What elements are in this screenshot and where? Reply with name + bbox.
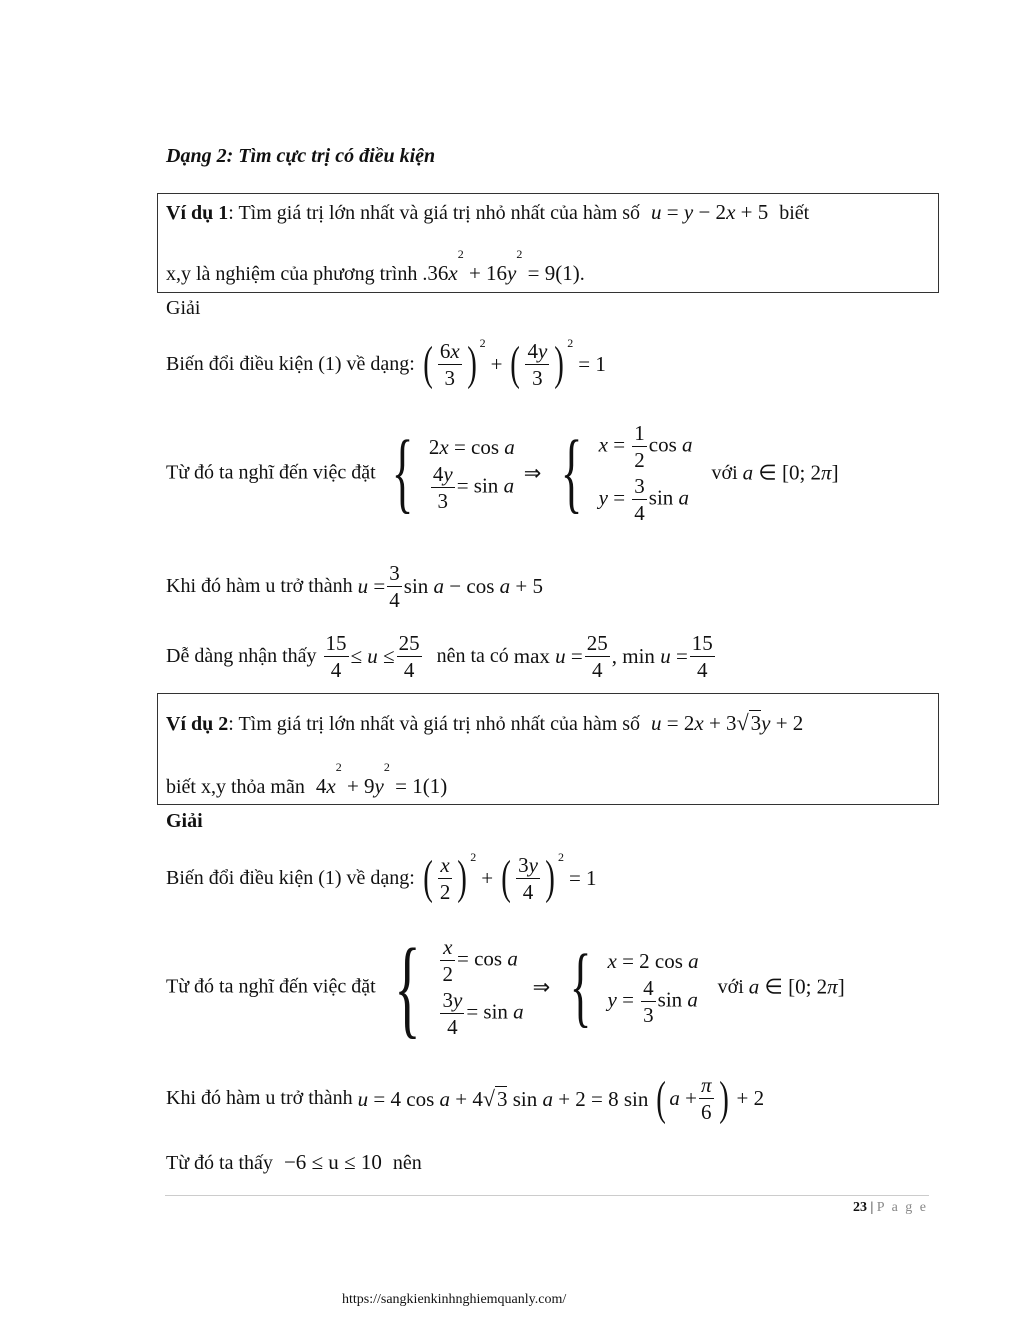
example-1-line-1: Ví dụ 1: Tìm giá trị lớn nhất và giá trị nhỏ nhất của hàm số u = y − 2x + 5 biết [166, 200, 810, 224]
example-2-line2-text: biết x,y thỏa mãn [166, 776, 305, 798]
section-heading: Dạng 2: Tìm cực trị có điều kiện [166, 145, 436, 167]
solution-1-step-3: Khi đó hàm u trở thành u = $\frac{3}{4}$ sin a − cos a + 5 [166, 561, 543, 612]
with-text-2: với [717, 975, 744, 998]
step-1b-text: Biến đổi điều kiện (1) về dạng: [166, 866, 415, 889]
page-number [853, 1200, 928, 1216]
step-4b-text: Từ đó ta thấy [166, 1152, 273, 1174]
step-3b-text: Khi đó hàm u trở thành [166, 1087, 353, 1109]
solution-2-step-2: Từ đó ta nghĩ đến việc đặt { $\frac{x}{2}$ = cos a $\frac{3y}{4}$ = sin a ⇒ { x = 2 cos a y = $\frac{4}{3}$ sin a với a ∈ [0; 2π] [166, 926, 845, 1048]
end-text: nên [392, 1152, 422, 1174]
with-text-1: với [711, 461, 738, 484]
example-1-line-2: x,y là nghiệm của phương trình $.36x^2 + 16y^2 = 9(1)$. [166, 247, 585, 285]
step-1-text: Biến đổi điều kiện (1) về dạng: [166, 352, 415, 375]
inequality: −6 ≤ u ≤ 10 [283, 1150, 382, 1174]
solution-1-step-4: Dễ dàng nhận thấy $\frac{15}{4}$ ≤ u ≤ $\frac{25}{4}$ nên ta có max u = $\frac{25}{4}$ , min u = $\frac{15}{4}$ [166, 631, 713, 682]
solution-1-step-1: Biến đổi điều kiện (1) về dạng: ( $\frac{6x}{3}$ ) $^2$ + ( $\frac{4y}{3}$ ) $^2$ = 1 [166, 336, 606, 391]
page-num: 23 [852, 1200, 867, 1215]
example-2-text: : Tìm giá trị lớn nhất và giá trị nhỏ nhất của hàm số [228, 713, 641, 735]
solution-2-step-3: Khi đó hàm u trở thành u = 4 cos a + 4√3 sin a + 2 = 8 sin ( a + $\frac{\pi}{6}$ ) + 2 [166, 1071, 765, 1125]
example-1-label: Ví dụ 1 [166, 202, 229, 224]
solution-2-title: Giải [166, 810, 203, 832]
step-4-text: Dễ dàng nhận thấy [166, 645, 317, 667]
example-1-after: biết [779, 202, 810, 224]
example-2-label: Ví dụ 2 [166, 713, 229, 735]
source-url[interactable]: https://sangkienkinhnghiemquanly.com/ [342, 1292, 567, 1307]
page-word: P a g e [876, 1200, 928, 1215]
solution-2-step-1: Biến đổi điều kiện (1) về dạng: ( $\frac{x}{2}$ ) $^2$ + ( $\frac{3y}{4}$ ) $^2$ = 1 [166, 850, 597, 905]
step-3-text: Khi đó hàm u trở thành [166, 575, 353, 597]
solution-1-title: Giải [166, 297, 201, 319]
solution-1-step-2: Từ đó ta nghĩ đến việc đặt { 2x = cos a $\frac{4y}{3}$ = sin a ⇒ { x = $\frac{1}{2}$ cos a y = $\frac{3}{4}$ sin a với a ∈ [0; 2π] [166, 421, 839, 525]
solution-2-step-4 [166, 1150, 422, 1175]
step-2b-text: Từ đó ta nghĩ đến việc đặt [166, 975, 376, 998]
conclude-text: nên ta có [436, 645, 509, 667]
example-1-end: . [579, 263, 585, 285]
example-1-line2-text: x,y là nghiệm của phương trình . [166, 263, 428, 285]
example-2-line-1: Ví dụ 2: Tìm giá trị lớn nhất và giá trị nhỏ nhất của hàm số u = 2x + 3√3y + 2 [166, 710, 804, 735]
step-2-text: Từ đó ta nghĩ đến việc đặt [166, 461, 376, 484]
example-2-line-2: biết x,y thỏa mãn $4x^2 + 9y^2 = 1(1)$ [166, 760, 448, 798]
footer-divider [165, 1195, 929, 1196]
page-sep: | [866, 1200, 877, 1215]
example-1-text: : Tìm giá trị lớn nhất và giá trị nhỏ nhất của hàm số [228, 202, 641, 224]
